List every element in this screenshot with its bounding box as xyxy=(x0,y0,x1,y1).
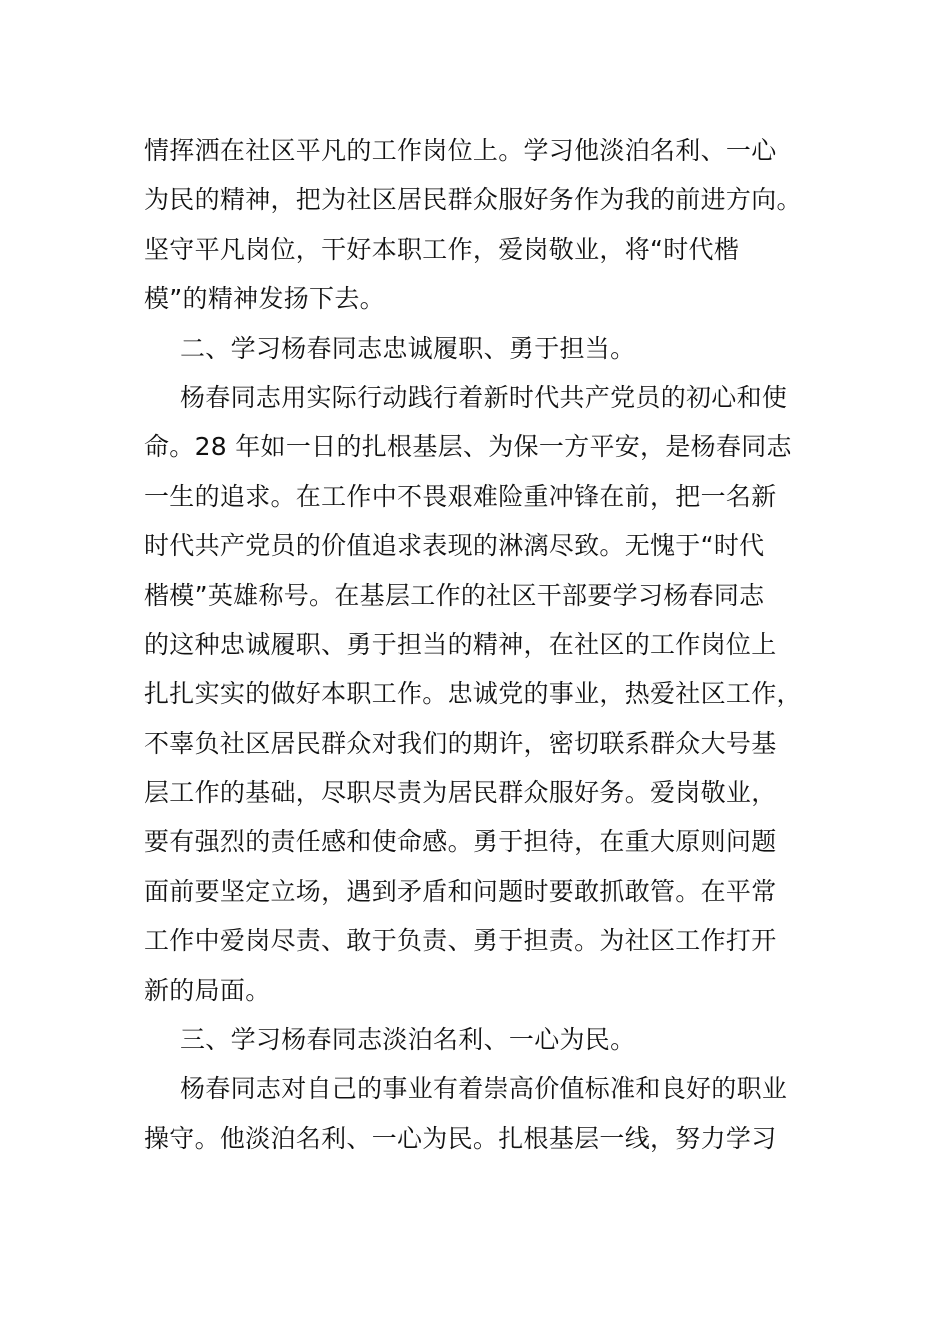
text-line: 命。28 年如一日的扎根基层、为保一方平安，是杨春同志 xyxy=(144,432,792,462)
text-line: 工作中爱岗尽责、敢于负责、勇于担责。为社区工作打开 xyxy=(144,926,777,956)
text-line: 新的局面。 xyxy=(144,975,271,1005)
text-line: 杨春同志对自己的事业有着崇高价值标准和良好的职业 xyxy=(180,1074,788,1104)
text-line: 坚守平凡岗位，干好本职工作，爱岗敬业，将“时代楷 xyxy=(144,234,740,264)
text-line: 情挥洒在社区平凡的工作岗位上。学习他淡泊名利、一心 xyxy=(144,136,777,165)
text-line: 层工作的基础，尽职尽责为居民群众服好务。爱岗敬业， xyxy=(144,778,777,808)
section-heading: 三、学习杨春同志淡泊名利、一心为民。 xyxy=(180,1025,636,1055)
text-line: 要有强烈的责任感和使命感。勇于担待，在重大原则问题 xyxy=(144,827,777,857)
text-line: 的这种忠诚履职、勇于担当的精神，在社区的工作岗位上 xyxy=(144,629,777,659)
text-line: 面前要坚定立场，遇到矛盾和问题时要敢抓敢管。在平常 xyxy=(144,876,777,906)
text-line: 操守。他淡泊名利、一心为民。扎根基层一线，努力学习 xyxy=(144,1123,777,1153)
text-line: 楷模”英雄称号。在基层工作的社区干部要学习杨春同志 xyxy=(144,580,765,610)
text-line: 模”的精神发扬下去。 xyxy=(144,284,385,314)
section-heading: 二、学习杨春同志忠诚履职、勇于担当。 xyxy=(180,333,636,363)
text-line: 为民的精神，把为社区居民群众服好务作为我的前进方向。 xyxy=(144,185,802,215)
text-line: 扎扎实实的做好本职工作。忠诚党的事业，热爱社区工作， xyxy=(144,679,802,709)
text-line: 不辜负社区居民群众对我们的期许，密切联系群众大号基 xyxy=(144,728,777,758)
text-line: 杨春同志用实际行动践行着新时代共产党员的初心和使 xyxy=(180,382,788,412)
text-line: 一生的追求。在工作中不畏艰难险重冲锋在前，把一名新 xyxy=(144,481,777,511)
text-line: 时代共产党员的价值追求表现的淋漓尽致。无愧于“时代 xyxy=(144,531,765,561)
document-body xyxy=(144,126,814,1163)
